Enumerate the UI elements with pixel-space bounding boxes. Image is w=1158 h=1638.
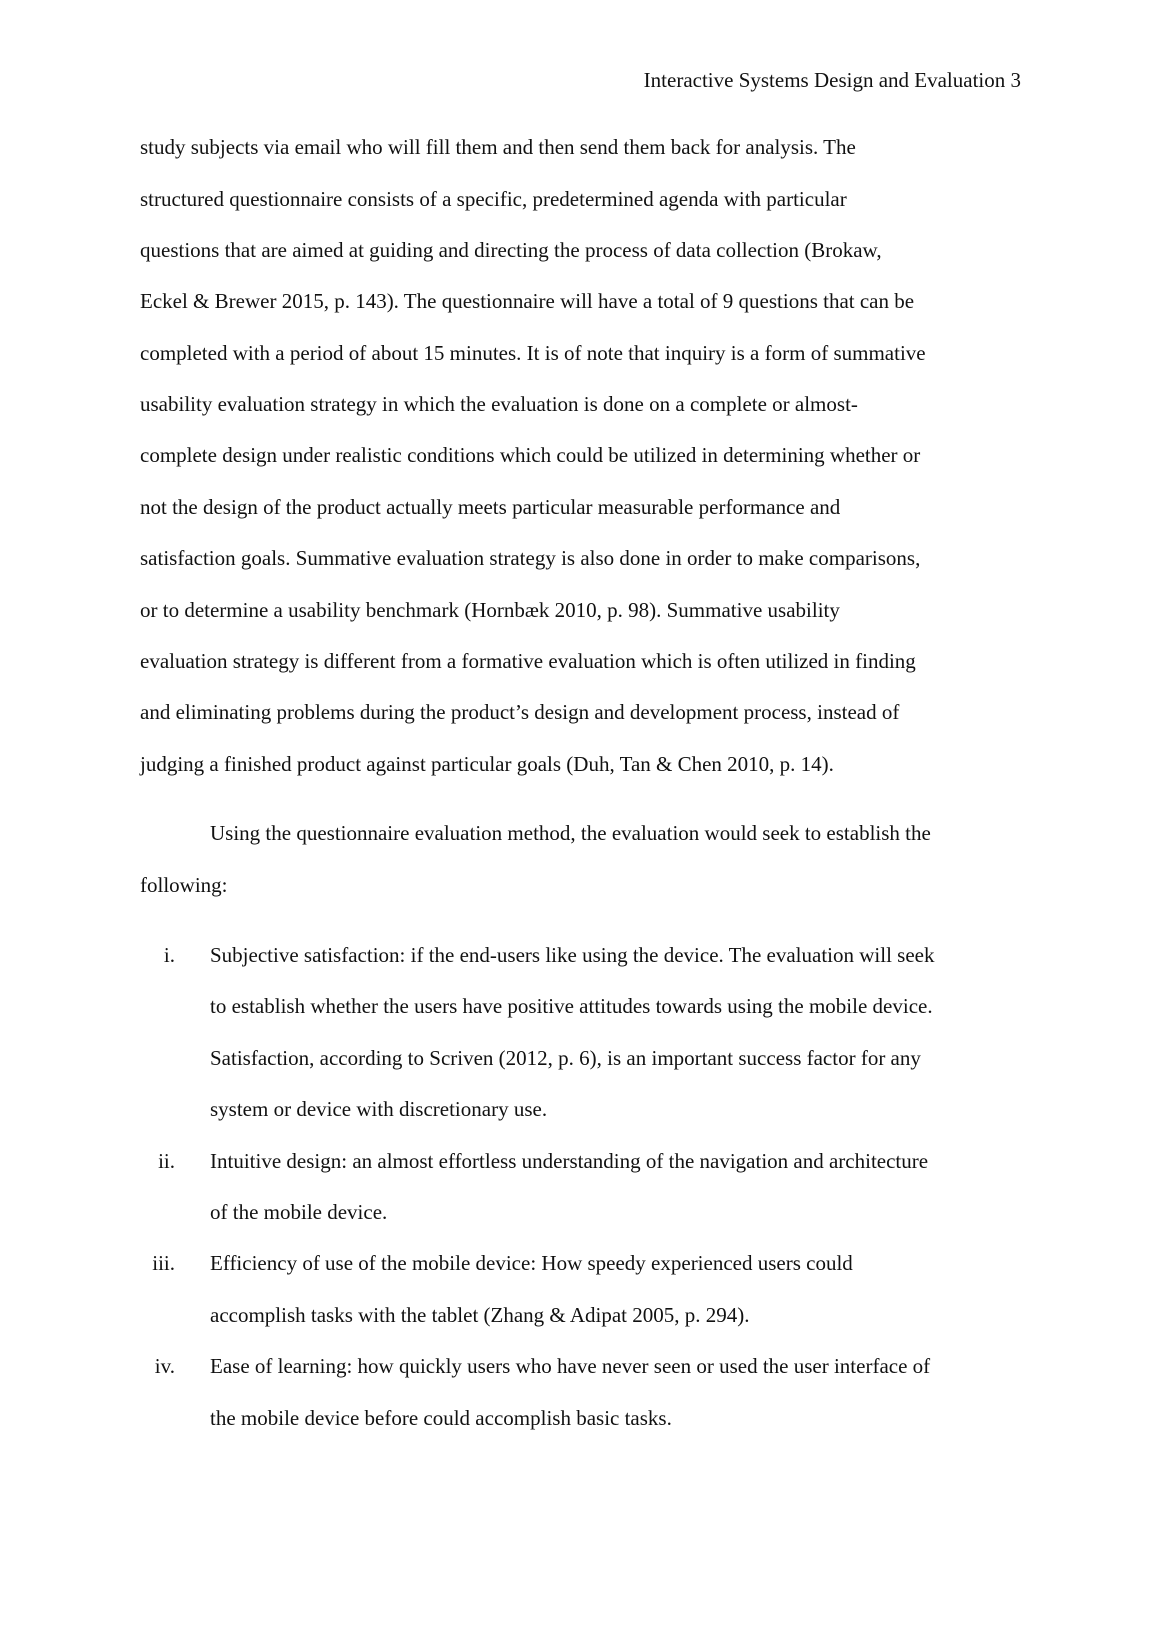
text-line: satisfaction goals. Summative evaluation strategy is also done in order to make comparisons, [140,546,921,570]
text-line: of the mobile device. [210,1200,388,1224]
text-line: study subjects via email who will fill them and then send them back for analysis. The [140,135,856,159]
text-line: accomplish tasks with the tablet (Zhang & Adipat 2005, p. 294). [210,1303,750,1327]
text-line: Subjective satisfaction: if the end-users like using the device. The evaluation will seek [210,943,935,967]
text-line: or to determine a usability benchmark (Hornbæk 2010, p. 98). Summative usability [140,598,840,622]
text-line: structured questionnaire consists of a specific, predetermined agenda with particular [140,187,847,211]
text-line: to establish whether the users have positive attitudes towards using the mobile device. [210,994,933,1018]
text-line: evaluation strategy is different from a formative evaluation which is often utilized in finding [140,649,916,673]
running-head [644,68,1021,93]
list-marker: iii. [152,1251,175,1275]
text-line: Ease of learning: how quickly users who have never seen or used the user interface of [210,1354,931,1378]
list-marker: i. [163,943,175,967]
text-line: Satisfaction, according to Scriven (2012, p. 6), is an important success factor for any [210,1046,921,1070]
text-line: Intuitive design: an almost effortless understanding of the navigation and architecture [210,1149,929,1173]
text-line: Efficiency of use of the mobile device: How speedy experienced users could [210,1251,853,1275]
text-line: and eliminating problems during the product’s design and development process, instead of [140,700,900,724]
text-line: complete design under realistic conditions which could be utilized in determining whether or [140,443,921,467]
text-line: judging a finished product against particular goals (Duh, Tan & Chen 2010, p. 14). [140,752,834,776]
text-line: following: [140,873,228,897]
list-marker: ii. [158,1149,175,1173]
text-line: completed with a period of about 15 minutes. It is of note that inquiry is a form of summative [140,341,926,365]
text-line: usability evaluation strategy in which the evaluation is done on a complete or almost- [140,392,858,416]
page-number: 3 [1010,68,1021,92]
running-head-title: Interactive Systems Design and Evaluation [643,68,1006,92]
text-line: the mobile device before could accomplish basic tasks. [210,1406,672,1430]
text-line: system or device with discretionary use. [210,1097,548,1121]
text-line: Eckel & Brewer 2015, p. 143). The questionnaire will have a total of 9 questions that can be [140,289,915,313]
list-marker: iv. [154,1354,175,1378]
text-line: questions that are aimed at guiding and directing the process of data collection (Brokaw, [140,238,882,262]
text-line: not the design of the product actually meets particular measurable performance and [140,495,841,519]
text-line: Using the questionnaire evaluation method, the evaluation would seek to establish the [210,821,931,845]
